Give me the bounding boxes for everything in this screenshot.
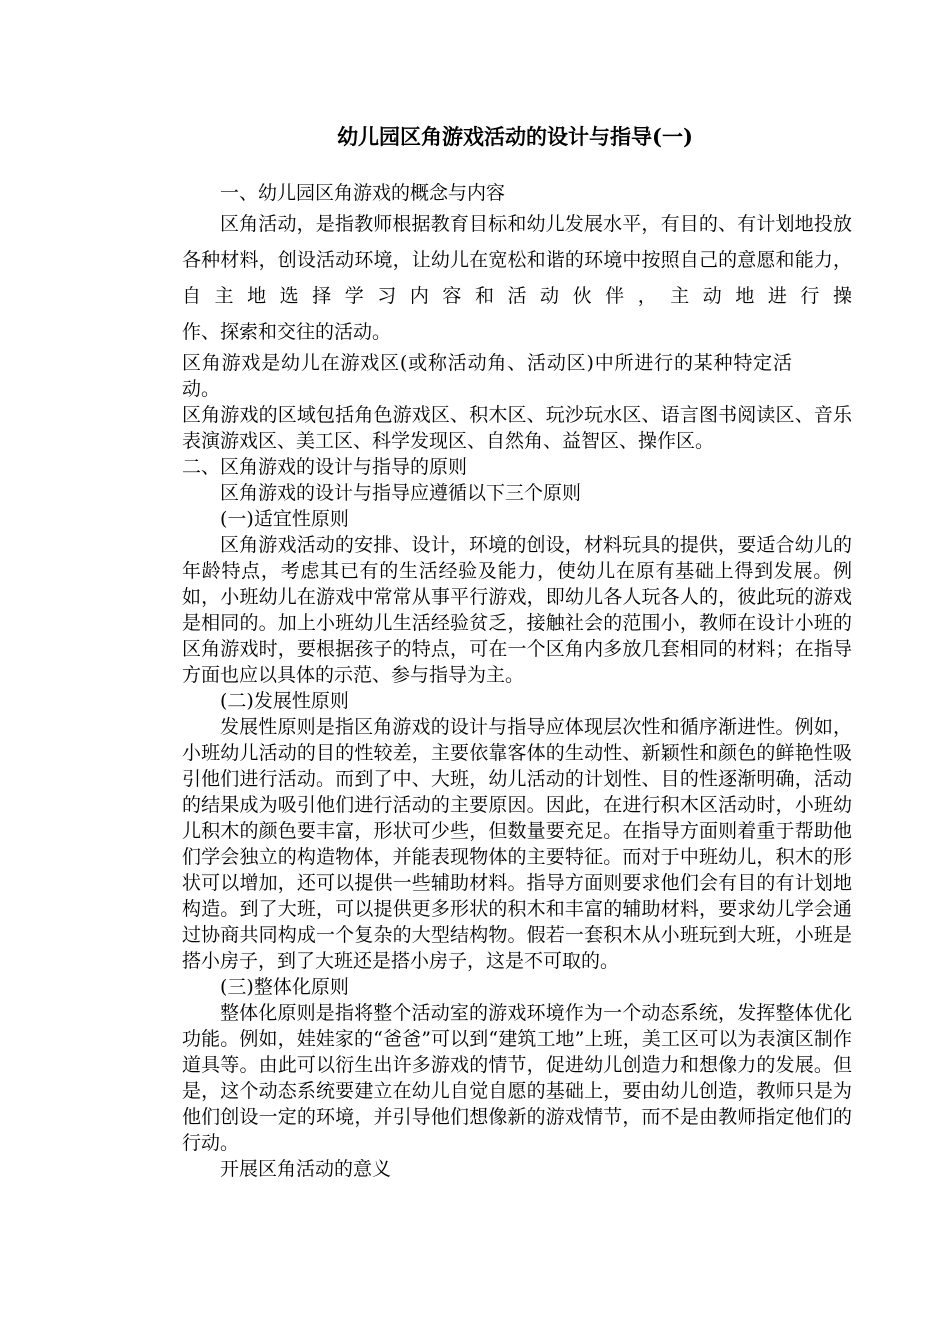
subheading-suitability: (一)适宜性原则 xyxy=(220,508,349,530)
subheading-development: (二)发展性原则 xyxy=(220,690,349,712)
subheading-integration: (三)整体化原则 xyxy=(220,976,349,998)
paragraph-definition: 区角活动，是指教师根据教育目标和幼儿发展水平，有目的、有计划地投放各种材料，创设活动环境，让幼儿在宽松和谐的环境中按照自己的意愿和能力，自主地选择学习内容和活动伙伴，主动地进行操 xyxy=(182,213,852,307)
section-heading-2: 二、区角游戏的设计与指导的原则 xyxy=(182,456,468,478)
paragraph-area-game: 区角游戏是幼儿在游戏区(或称活动角、活动区)中所进行的某种特定活动。 xyxy=(182,352,792,400)
paragraph-suitability: 区角游戏活动的安排、设计，环境的创设，材料玩具的提供，要适合幼儿的年龄特点，考虑其已有的生活经验及能力，使幼儿在原有基础上得到发展。例如，小班幼儿在游戏中常常从事平行游戏，即幼儿各人玩各人的，彼此玩的游戏是相同的。加上小班幼儿生活经验贫乏，接触社会的范围小，教师在设计小班的区角游戏时，要根据孩子的特点，可在一个区角内多放几套相同的材料；在指导方面也应以具体的示范、参与指导为主。 xyxy=(182,534,852,686)
paragraph-principles-intro: 区角游戏的设计与指导应遵循以下三个原则 xyxy=(220,482,582,504)
paragraph-integration: 整体化原则是指将整个活动室的游戏环境作为一个动态系统，发挥整体优化功能。例如，娃娃家的“爸爸”可以到“建筑工地”上班，美工区可以为表演区制作道具等。由此可以衍生出许多游戏的情节，促进幼儿创造力和想像力的发展。但是，这个动态系统要建立在幼儿自觉自愿的基础上，要由幼儿创造，教师只是为他们创设一定的环境，并引导他们想像新的游戏情节，而不是由教师指定他们的行动。 xyxy=(182,1002,852,1154)
document-body xyxy=(182,180,852,1182)
paragraph-area-list: 区角游戏的区域包括角色游戏区、积木区、玩沙玩水区、语言图书阅读区、音乐表演游戏区、美工区、科学发现区、自然角、益智区、操作区。 xyxy=(182,404,852,452)
subheading-significance: 开展区角活动的意义 xyxy=(220,1158,392,1180)
paragraph-definition-end: 作、探索和交往的活动。 xyxy=(182,321,392,343)
section-heading-1: 一、幼儿园区角游戏的概念与内容 xyxy=(220,182,506,204)
document-title: 幼儿园区角游戏活动的设计与指导(一) xyxy=(337,124,693,149)
paragraph-development: 发展性原则是指区角游戏的设计与指导应体现层次性和循序渐进性。例如，小班幼儿活动的目的性较差，主要依靠客体的生动性、新颖性和颜色的鲜艳性吸引他们进行活动。而到了中、大班，幼儿活动的计划性、目的性逐渐明确，活动的结果成为吸引他们进行活动的主要原因。因此，在进行积木区活动时，小班幼儿积木的颜色要丰富，形状可少些，但数量要充足。在指导方面则着重于帮助他们学会独立的构造物体，并能表现物体的主要特征。而对于中班幼儿，积木的形状可以增加，还可以提供一些辅助材料。指导方面则要求他们会有目的有计划地构造。到了大班，可以提供更多形状的积木和丰富的辅助材料，要求幼儿学会通过协商共同构成一个复杂的大型结构物。假若一套积木从小班玩到大班，小班是搭小房子，到了大班还是搭小房子，这是不可取的。 xyxy=(182,716,852,972)
